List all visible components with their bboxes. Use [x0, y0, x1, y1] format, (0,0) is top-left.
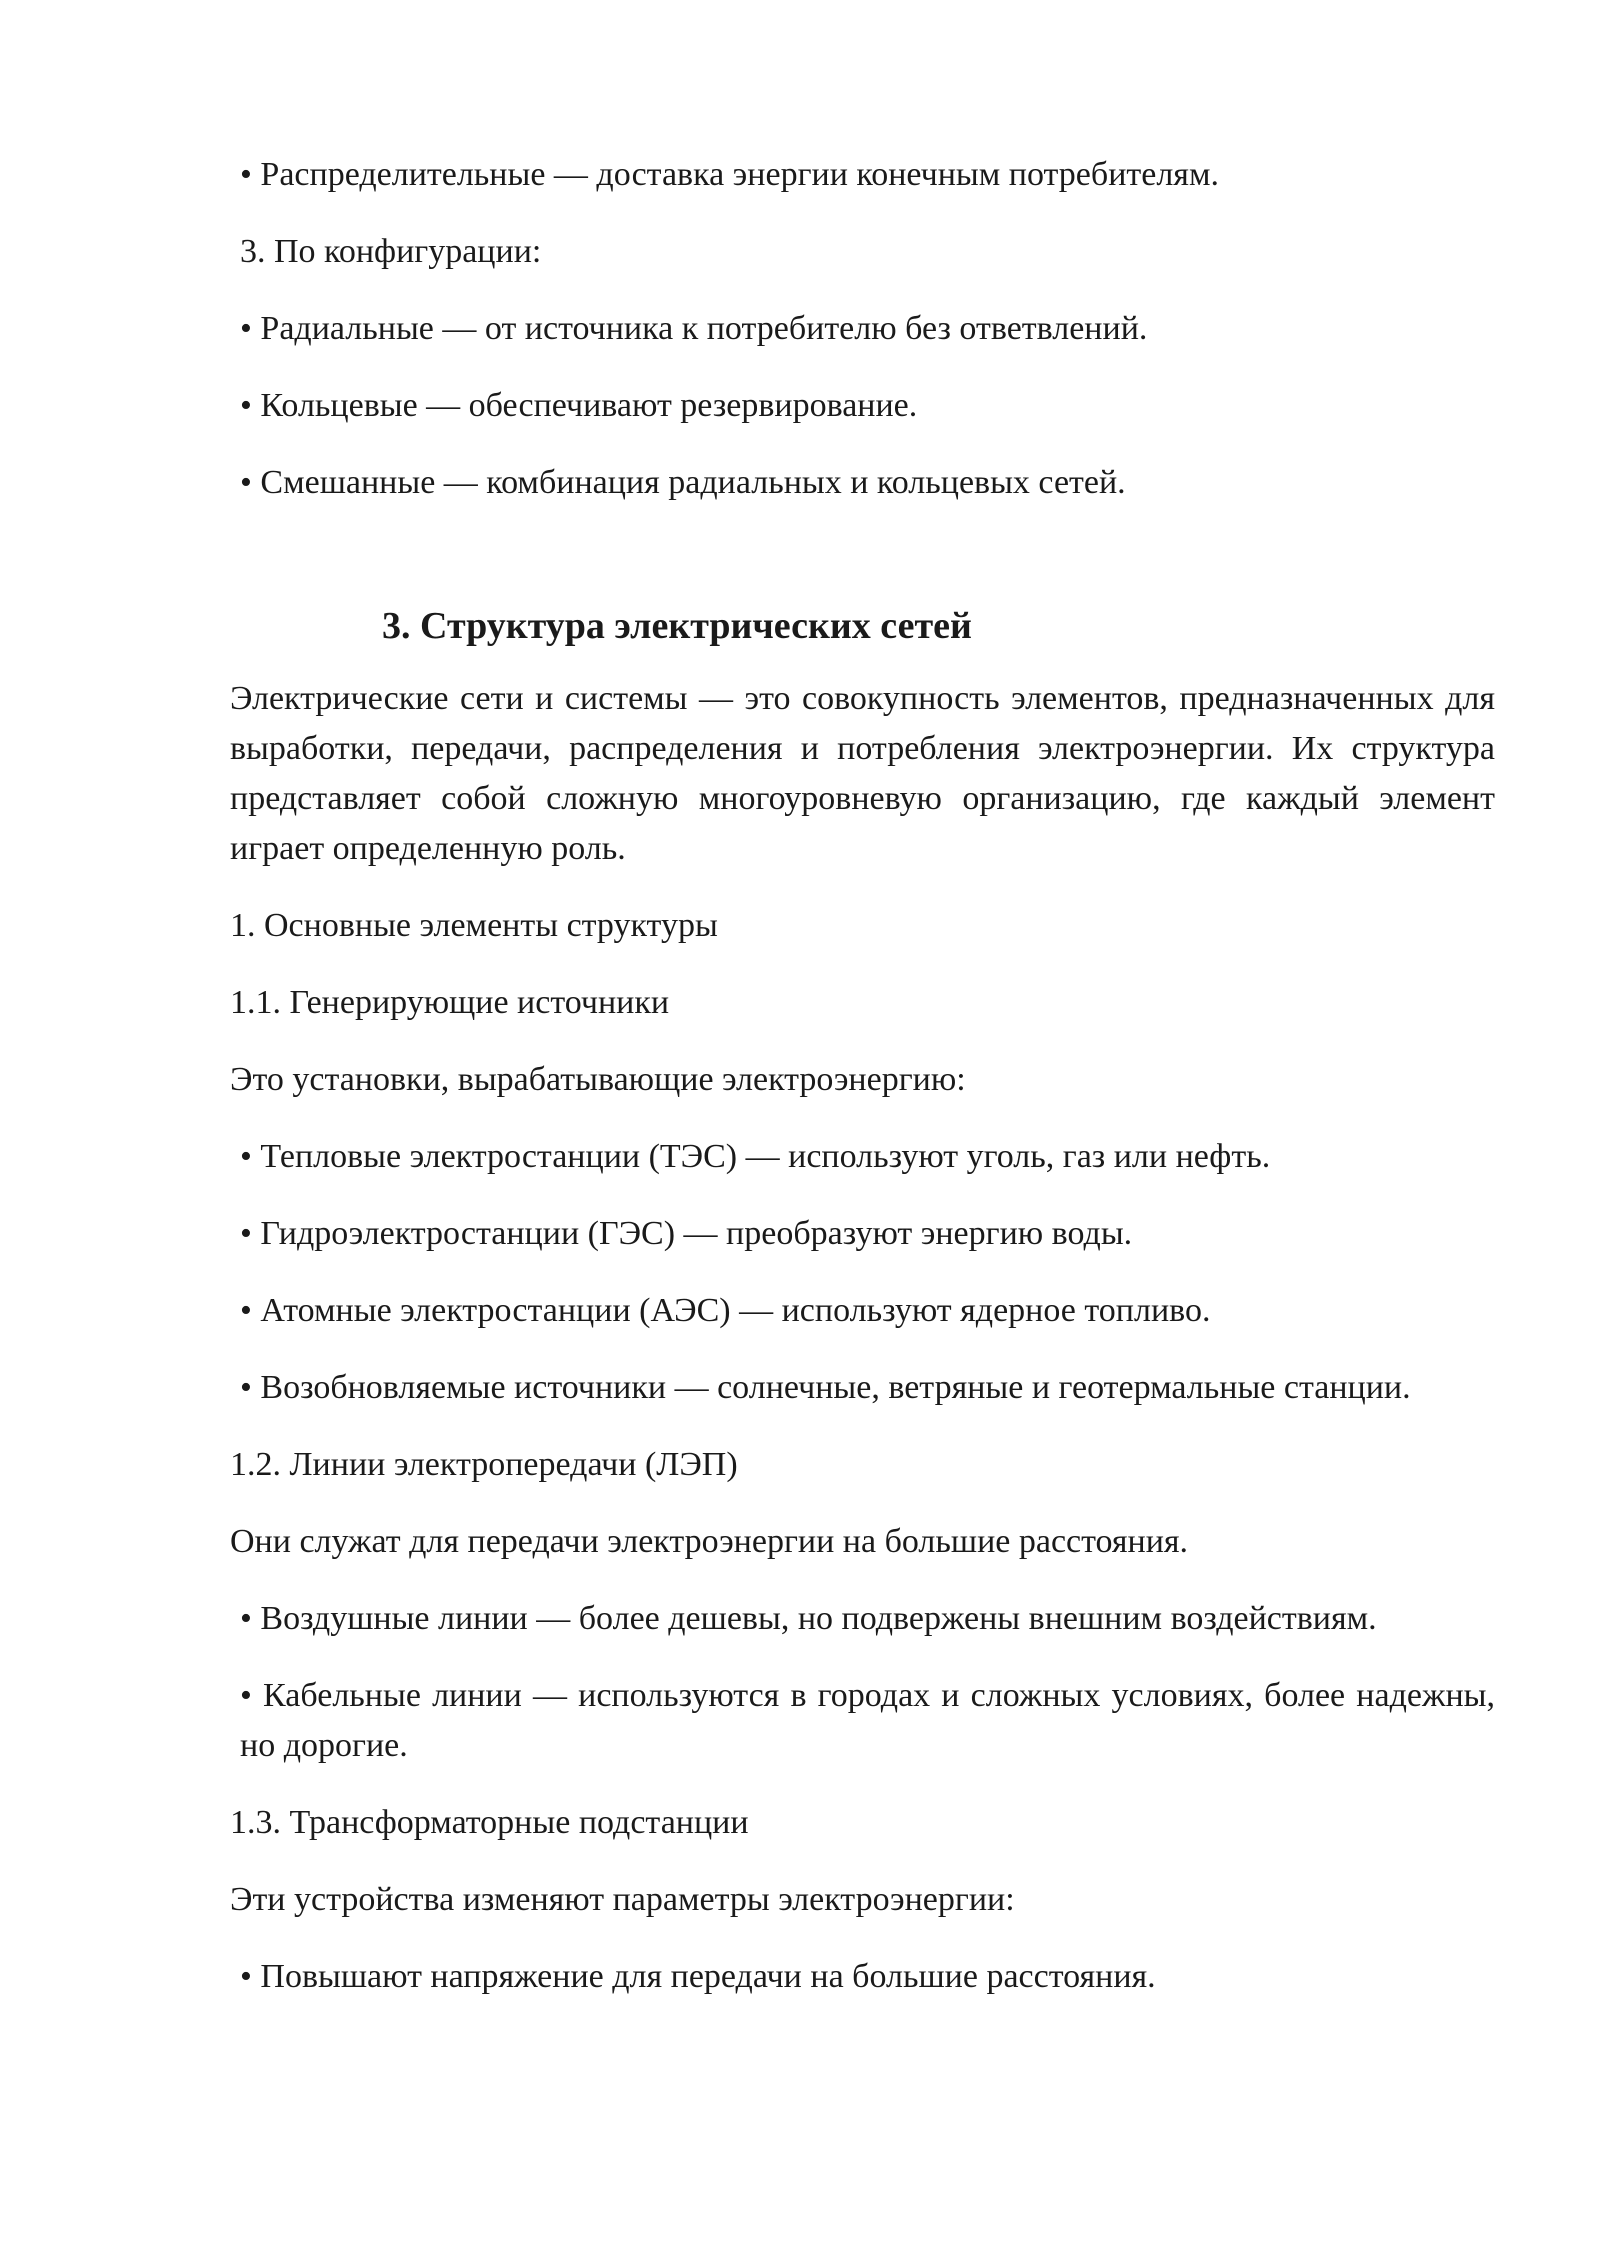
lines-intro: Они служат для передачи электроэнергии на большие расстояния.: [230, 1523, 1189, 1560]
section-heading: 3. Структура электрических сетей: [382, 605, 972, 647]
list-item-renewable: • Возобновляемые источники — солнечные, ветряные и геотермальные станции.: [240, 1369, 1411, 1406]
list-item-mixed: • Смешанные — комбинация радиальных и кольцевых сетей.: [240, 464, 1126, 501]
list-item-nuclear: • Атомные электростанции (АЭС) — используют ядерное топливо.: [240, 1292, 1211, 1329]
subsection-power-lines: 1.2. Линии электропередачи (ЛЭП): [230, 1446, 738, 1483]
list-item-hydro: • Гидроэлектростанции (ГЭС) — преобразуют энергию воды.: [240, 1215, 1133, 1252]
generation-intro: Это установки, вырабатывающие электроэнергию:: [230, 1061, 966, 1098]
subsection-main-elements: 1. Основные элементы структуры: [230, 907, 718, 944]
list-item-distribution: • Распределительные — доставка энергии конечным потребителям.: [240, 156, 1219, 193]
list-item-cable: • Кабельные линии — используются в городах и сложных условиях, более надежны, но дорогие.: [240, 1677, 1495, 1764]
list-item-step-up: • Повышают напряжение для передачи на большие расстояния.: [240, 1958, 1156, 1995]
page-content: [230, 150, 1495, 2002]
list-item-thermal: • Тепловые электростанции (ТЭС) — используют уголь, газ или нефть.: [240, 1138, 1271, 1175]
substations-intro: Эти устройства изменяют параметры электроэнергии:: [230, 1881, 1015, 1918]
list-item-radial: • Радиальные — от источника к потребителю без ответвлений.: [240, 310, 1148, 347]
subsection-generation: 1.1. Генерирующие источники: [230, 984, 670, 1021]
list-heading-configuration: 3. По конфигурации:: [240, 233, 542, 270]
list-item-overhead: • Воздушные линии — более дешевы, но подвержены внешним воздействиям.: [240, 1600, 1377, 1637]
intro-paragraph: Электрические сети и системы — это совокупность элементов, предназначенных для выработки, передачи, распределения и потребления электроэнергии. Их структура представляет собой сложную многоуровневую организацию, где каждый элемент играет определенную роль.: [230, 680, 1495, 867]
list-item-ring: • Кольцевые — обеспечивают резервирование.: [240, 387, 918, 424]
subsection-substations: 1.3. Трансформаторные подстанции: [230, 1804, 749, 1841]
